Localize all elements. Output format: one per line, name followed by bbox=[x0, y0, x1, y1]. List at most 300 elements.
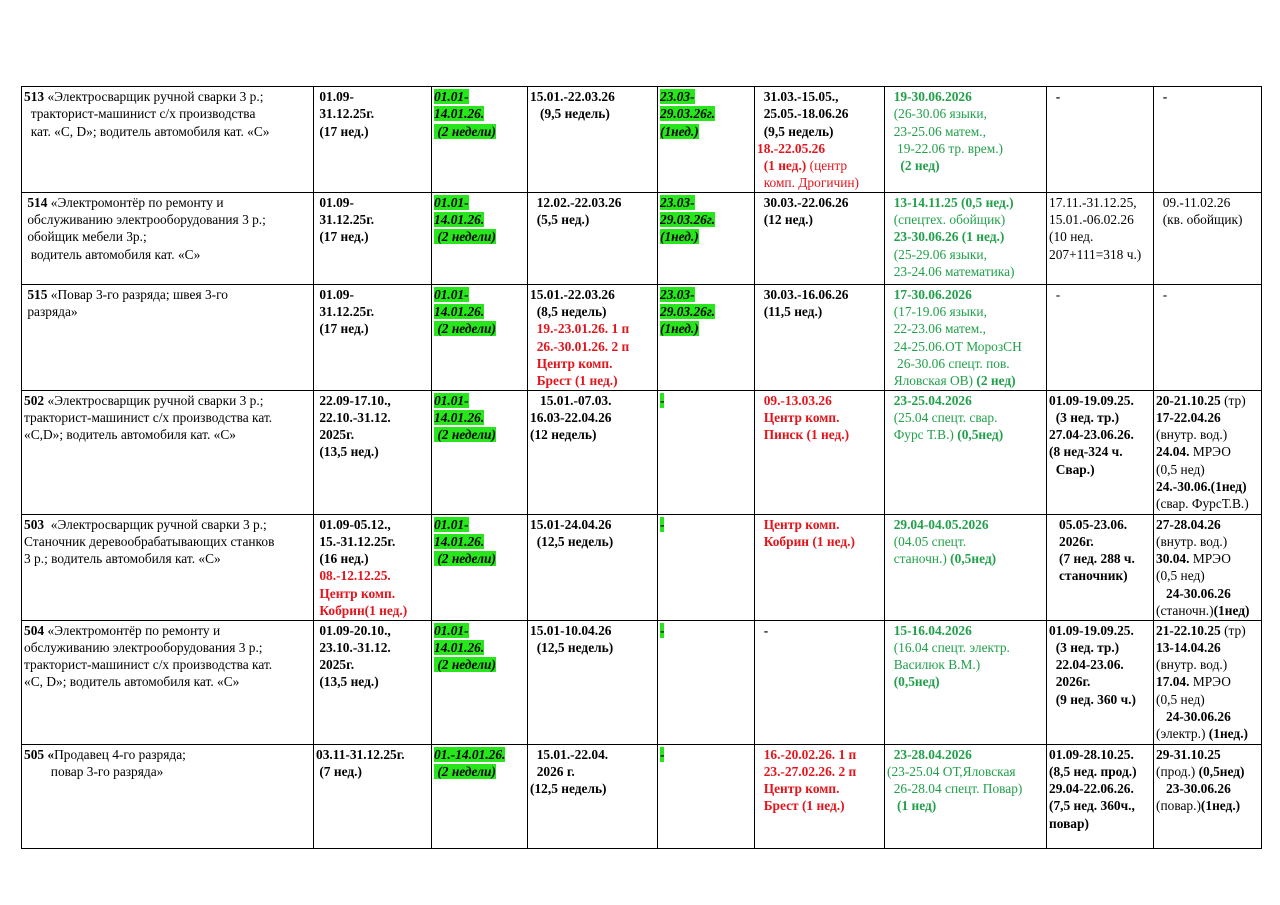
cell-text: «Электросварщик ручной сварки 3 р.; bbox=[44, 89, 264, 104]
cell-text: 23.-27.02.26. 2 п bbox=[757, 763, 857, 779]
cell-text: 29.03.26г. bbox=[660, 212, 715, 228]
cell-text: (станочн.) bbox=[1156, 603, 1214, 619]
cell-text: (1нед.) bbox=[660, 229, 699, 245]
cell-line bbox=[660, 211, 752, 228]
cell-text: 16.-20.02.26. 1 п bbox=[757, 746, 857, 762]
cell-line bbox=[316, 516, 429, 533]
cell-line bbox=[887, 639, 1044, 656]
cell-line bbox=[757, 797, 882, 814]
cell-line bbox=[757, 746, 882, 763]
cell-text: (12,5 недель) bbox=[530, 781, 607, 797]
cell-text: (2 недели) bbox=[434, 551, 496, 567]
cell-text: (16.04 спецт. электр. bbox=[887, 639, 1010, 655]
cell-text: 01.-14.01.26. bbox=[434, 746, 506, 762]
cell-line bbox=[530, 303, 655, 320]
cell-text: 03.11-31.12.25г. bbox=[316, 746, 405, 762]
cell-text: Центр комп. bbox=[530, 355, 613, 371]
cell-text: 16.03-22.04.26 bbox=[530, 409, 612, 425]
cell-text: (9,5 недель) bbox=[757, 123, 834, 139]
cell-text: - bbox=[1049, 286, 1061, 302]
cell-line bbox=[757, 105, 882, 122]
cell-line bbox=[1156, 780, 1259, 797]
cell-text: (электр.) bbox=[1156, 726, 1206, 742]
cell-text: (13,5 нед.) bbox=[316, 444, 379, 460]
cell-text: 15.-31.12.25г. bbox=[316, 533, 396, 549]
cell-text: 15.01.-06.02.26 bbox=[1049, 212, 1134, 228]
cell-text: (спецтех. обойщик) bbox=[887, 212, 1006, 228]
cell-text: (повар.) bbox=[1156, 798, 1201, 814]
cell-line bbox=[757, 194, 882, 211]
practice-cell bbox=[1047, 620, 1154, 744]
cell-text: Брест (1 нед.) bbox=[757, 798, 845, 814]
cell-line bbox=[316, 228, 429, 245]
cell-line bbox=[530, 392, 655, 409]
cell-line bbox=[1156, 426, 1259, 443]
cell-text: 27.04-23.06.26. bbox=[1049, 427, 1134, 443]
cell-line bbox=[887, 320, 1044, 337]
cell-text: 23-30.06.26 bbox=[1156, 781, 1231, 797]
cell-line bbox=[316, 443, 429, 460]
cell-text: (10 нед. bbox=[1049, 229, 1094, 245]
cell-text: (12 недель) bbox=[530, 427, 597, 443]
theory-3-cell bbox=[755, 514, 885, 620]
cell-text: (тр) bbox=[1220, 622, 1246, 638]
cell-text: Пинск (1 нед.) bbox=[757, 427, 850, 443]
cell-line bbox=[434, 286, 525, 303]
cell-line bbox=[757, 286, 882, 303]
cell-text: (0,5 нед) bbox=[1156, 691, 1205, 707]
theory-3-cell bbox=[755, 87, 885, 193]
cell-line bbox=[887, 140, 1044, 157]
cell-text: (внутр. вод.) bbox=[1156, 657, 1228, 673]
cell-line bbox=[1049, 409, 1151, 426]
theory-1-cell bbox=[314, 390, 432, 514]
cell-text: (2 недели) bbox=[434, 123, 496, 139]
cell-line bbox=[24, 303, 311, 320]
cell-text: 23.03- bbox=[660, 286, 695, 302]
cell-line bbox=[757, 392, 882, 409]
cell-line bbox=[434, 533, 525, 550]
holiday-cell bbox=[432, 744, 528, 848]
cell-text: «C, D»; водитель автомобиля кат. «С» bbox=[24, 674, 240, 690]
exam-cell bbox=[885, 620, 1047, 744]
cell-line bbox=[316, 123, 429, 140]
cell-line bbox=[1049, 550, 1151, 567]
cell-text: 26-28.04 спецт. Повар) bbox=[887, 781, 1023, 797]
cell-line bbox=[757, 211, 882, 228]
cell-line bbox=[530, 780, 655, 797]
cell-line bbox=[1049, 797, 1151, 814]
cell-line bbox=[1049, 516, 1151, 533]
qualification-cell bbox=[1154, 87, 1262, 193]
cell-line bbox=[1049, 533, 1151, 550]
cell-line bbox=[660, 392, 752, 409]
cell-text: 31.03.-15.05., bbox=[757, 89, 839, 104]
cell-line bbox=[1156, 708, 1259, 725]
cell-text: Фурс Т.В.) bbox=[887, 427, 954, 443]
cell-text: 22.10.-31.12. bbox=[316, 409, 391, 425]
cell-text: Продавец 4-го разряда; bbox=[54, 746, 186, 762]
cell-line bbox=[1156, 725, 1259, 742]
cell-line bbox=[316, 550, 429, 567]
cell-text: (8 нед-324 ч. bbox=[1049, 444, 1123, 460]
schedule-body bbox=[22, 87, 1262, 849]
cell-line bbox=[434, 123, 525, 140]
cell-text: 29.03.26г. bbox=[660, 304, 715, 320]
cell-text: 2025г. bbox=[316, 657, 355, 673]
cell-text: (2 недели) bbox=[434, 763, 496, 779]
cell-text: тракторист-машинист с/х производства bbox=[24, 106, 256, 122]
cell-line bbox=[1156, 211, 1259, 228]
cell-text: 23-25.06 матем., bbox=[887, 123, 986, 139]
cell-text: 31.12.25г. bbox=[316, 106, 375, 122]
cell-line bbox=[530, 194, 655, 211]
cell-line bbox=[757, 409, 882, 426]
cell-text: обойщик мебели 3р.; bbox=[24, 229, 147, 245]
cell-line bbox=[1049, 246, 1151, 263]
cell-line bbox=[316, 194, 429, 211]
practice-cell bbox=[1047, 514, 1154, 620]
cell-text: 01.01- bbox=[434, 516, 469, 532]
cell-text: 12.02.-22.03.26 bbox=[530, 194, 622, 210]
cell-text: - bbox=[660, 622, 665, 638]
group-name-cell bbox=[22, 284, 314, 390]
cell-line bbox=[757, 174, 882, 191]
cell-line bbox=[316, 320, 429, 337]
cell-line bbox=[887, 516, 1044, 533]
exam-cell bbox=[885, 284, 1047, 390]
cell-line bbox=[1049, 691, 1151, 708]
cell-line bbox=[757, 426, 882, 443]
theory-1-cell bbox=[314, 620, 432, 744]
cell-text: 17.04. bbox=[1156, 674, 1190, 690]
cell-text: 19.-23.01.26. 1 п bbox=[530, 321, 630, 337]
cell-text: 2026 г. bbox=[530, 763, 575, 779]
table-row bbox=[22, 87, 1262, 193]
theory-2-cell bbox=[528, 284, 658, 390]
table-row bbox=[22, 744, 1262, 848]
cell-line bbox=[1049, 443, 1151, 460]
cell-line bbox=[887, 746, 1044, 763]
cell-text: 15.01.-22.04. bbox=[530, 746, 609, 762]
cell-line bbox=[24, 194, 311, 211]
cell-text: 01.09-19.09.25. bbox=[1049, 392, 1134, 408]
cell-line bbox=[434, 409, 525, 426]
cell-text: 05.05-23.06. bbox=[1049, 516, 1128, 532]
cell-line bbox=[24, 123, 311, 140]
cell-text: 13-14.04.26 bbox=[1156, 639, 1221, 655]
cell-text: 21-22.10.25 bbox=[1156, 622, 1221, 638]
cell-line bbox=[757, 533, 882, 550]
break-cell bbox=[658, 87, 755, 193]
cell-text: 23-28.04.2026 bbox=[887, 746, 972, 762]
exam-cell bbox=[885, 192, 1047, 284]
cell-line bbox=[887, 194, 1044, 211]
break-cell bbox=[658, 192, 755, 284]
theory-3-cell bbox=[755, 390, 885, 514]
cell-text: (7 нед. 288 ч. bbox=[1049, 551, 1135, 567]
cell-text: (23-25.04 ОТ,Яловская bbox=[887, 763, 1016, 779]
cell-text: 14.01.26. bbox=[434, 106, 485, 122]
cell-line bbox=[24, 392, 311, 409]
cell-text: Центр комп. bbox=[757, 516, 840, 532]
cell-text: 17-22.04.26 bbox=[1156, 409, 1221, 425]
cell-line bbox=[24, 516, 311, 533]
cell-text: (11,5 нед.) bbox=[757, 304, 823, 320]
cell-text: 23-25.04.2026 bbox=[887, 392, 972, 408]
cell-text: кат. «С, D»; водитель автомобиля кат. «С» bbox=[24, 123, 270, 139]
cell-line bbox=[530, 622, 655, 639]
cell-text: (17 нед.) bbox=[316, 123, 369, 139]
cell-text: «Электромонтёр по ремонту и bbox=[44, 622, 221, 638]
theory-3-cell bbox=[755, 284, 885, 390]
cell-text: МРЭО bbox=[1189, 551, 1231, 567]
cell-line bbox=[316, 533, 429, 550]
cell-line bbox=[530, 639, 655, 656]
cell-text: 504 bbox=[24, 622, 45, 638]
cell-line bbox=[316, 303, 429, 320]
cell-text: (17-19.06 языки, bbox=[887, 304, 987, 320]
cell-text: обслуживанию электрооборудования 3 р.; bbox=[24, 639, 263, 655]
group-name-cell bbox=[22, 192, 314, 284]
cell-text: (2 нед) bbox=[973, 373, 1016, 389]
exam-cell bbox=[885, 390, 1047, 514]
cell-text: (0,5 нед) bbox=[1156, 568, 1205, 584]
break-cell bbox=[658, 620, 755, 744]
cell-line bbox=[24, 409, 311, 426]
cell-line bbox=[1049, 746, 1151, 763]
cell-line bbox=[434, 88, 525, 105]
table-row bbox=[22, 514, 1262, 620]
cell-line bbox=[660, 228, 752, 245]
group-name-cell bbox=[22, 744, 314, 848]
cell-text: 01.09-19.09.25. bbox=[1049, 622, 1134, 638]
cell-text: (2 недели) bbox=[434, 657, 496, 673]
cell-text: 01.01- bbox=[434, 392, 469, 408]
cell-text: 13-14.11.25 (0,5 нед.) bbox=[887, 194, 1014, 210]
exam-cell bbox=[885, 744, 1047, 848]
cell-line bbox=[530, 763, 655, 780]
cell-line bbox=[530, 372, 655, 389]
group-name-cell bbox=[22, 87, 314, 193]
cell-line bbox=[434, 550, 525, 567]
cell-text: «Электросварщик ручной сварки 3 р.; bbox=[44, 392, 264, 408]
cell-text: Василюк В.М.) bbox=[887, 657, 981, 673]
cell-line bbox=[1156, 763, 1259, 780]
cell-line bbox=[887, 797, 1044, 814]
cell-text: (16 нед.) bbox=[316, 551, 369, 567]
cell-text: 24-30.06.26 bbox=[1156, 709, 1231, 725]
cell-text: 515 bbox=[24, 286, 48, 302]
cell-text: комп. Дрогичин) bbox=[757, 175, 860, 191]
cell-text: (1 нед.) bbox=[757, 158, 807, 174]
cell-line bbox=[887, 673, 1044, 690]
cell-line bbox=[1049, 815, 1151, 832]
break-cell bbox=[658, 390, 755, 514]
cell-line bbox=[434, 746, 525, 763]
cell-text: (26-30.06 языки, bbox=[887, 106, 987, 122]
cell-line bbox=[1049, 622, 1151, 639]
cell-line bbox=[887, 157, 1044, 174]
cell-line bbox=[660, 286, 752, 303]
cell-line bbox=[1156, 409, 1259, 426]
cell-line bbox=[887, 622, 1044, 639]
cell-line bbox=[316, 392, 429, 409]
cell-text: (17 нед.) bbox=[316, 321, 369, 337]
cell-line bbox=[316, 88, 429, 105]
cell-text: (8,5 недель) bbox=[530, 304, 607, 320]
cell-line bbox=[1156, 585, 1259, 602]
cell-line bbox=[530, 88, 655, 105]
cell-line bbox=[24, 639, 311, 656]
cell-line bbox=[887, 88, 1044, 105]
table-row bbox=[22, 192, 1262, 284]
theory-2-cell bbox=[528, 192, 658, 284]
schedule-table bbox=[21, 86, 1262, 849]
cell-text: «Электромонтёр по ремонту и bbox=[47, 194, 224, 210]
cell-text: 514 bbox=[24, 194, 48, 210]
cell-text: 30.03.-16.06.26 bbox=[757, 286, 849, 302]
cell-text: (2 недели) bbox=[434, 427, 496, 443]
cell-line bbox=[1156, 516, 1259, 533]
cell-text: - bbox=[660, 392, 665, 408]
cell-text: (17 нед.) bbox=[316, 229, 369, 245]
cell-line bbox=[660, 516, 752, 533]
cell-line bbox=[1156, 194, 1259, 211]
cell-line bbox=[660, 88, 752, 105]
cell-line bbox=[757, 140, 882, 157]
break-cell bbox=[658, 284, 755, 390]
cell-line bbox=[316, 763, 429, 780]
cell-text: (8,5 нед. прод.) bbox=[1049, 763, 1137, 779]
cell-line bbox=[1156, 746, 1259, 763]
cell-line bbox=[1156, 691, 1259, 708]
cell-text: Свар.) bbox=[1049, 461, 1095, 477]
cell-text: - bbox=[660, 516, 665, 532]
cell-line bbox=[1156, 533, 1259, 550]
cell-line bbox=[24, 246, 311, 263]
cell-text: - bbox=[1156, 286, 1168, 302]
theory-1-cell bbox=[314, 744, 432, 848]
cell-text: Станочник деревообрабатывающих станков bbox=[24, 533, 275, 549]
cell-line bbox=[887, 426, 1044, 443]
cell-line bbox=[887, 123, 1044, 140]
cell-text: 22.09-17.10., bbox=[316, 392, 391, 408]
cell-text: 31.12.25г. bbox=[316, 212, 375, 228]
cell-text: (2 недели) bbox=[434, 229, 496, 245]
exam-cell bbox=[885, 87, 1047, 193]
cell-text: (тр) bbox=[1220, 392, 1246, 408]
table-row bbox=[22, 620, 1262, 744]
holiday-cell bbox=[432, 514, 528, 620]
cell-text: 15.01.-07.03. bbox=[530, 392, 612, 408]
cell-line bbox=[1156, 495, 1259, 512]
theory-2-cell bbox=[528, 514, 658, 620]
cell-text: (12 нед.) bbox=[757, 212, 813, 228]
cell-text: 24.-30.06.(1нед) bbox=[1156, 479, 1247, 495]
cell-text: (1нед.) bbox=[660, 123, 699, 139]
cell-text: 31.12.25г. bbox=[316, 304, 375, 320]
holiday-cell bbox=[432, 192, 528, 284]
cell-line bbox=[24, 426, 311, 443]
cell-text: (12,5 недель) bbox=[530, 639, 614, 655]
cell-text: тракторист-машинист с/х производства кат. bbox=[24, 409, 273, 425]
qualification-cell bbox=[1154, 390, 1262, 514]
cell-text: (25-29.06 языки, bbox=[887, 246, 987, 262]
cell-line bbox=[1156, 602, 1259, 619]
cell-line bbox=[434, 194, 525, 211]
cell-text: 01.09-05.12., bbox=[316, 516, 391, 532]
cell-line bbox=[434, 639, 525, 656]
cell-text: (1 нед) bbox=[887, 798, 937, 814]
cell-line bbox=[887, 303, 1044, 320]
cell-line bbox=[1156, 461, 1259, 478]
cell-text: (1нед) bbox=[1213, 603, 1250, 619]
cell-text: 29-31.10.25 bbox=[1156, 746, 1221, 762]
cell-line bbox=[887, 550, 1044, 567]
cell-line bbox=[316, 286, 429, 303]
cell-text: 01.09-28.10.25. bbox=[1049, 746, 1134, 762]
cell-line bbox=[24, 746, 311, 763]
cell-line bbox=[1049, 763, 1151, 780]
cell-line bbox=[316, 585, 429, 602]
cell-text: 17-30.06.2026 bbox=[887, 286, 972, 302]
cell-text: 15.01-10.04.26 bbox=[530, 622, 612, 638]
cell-text: станочник) bbox=[1049, 568, 1128, 584]
cell-text: 2026г. bbox=[1049, 674, 1091, 690]
cell-text: 2026г. bbox=[1049, 533, 1094, 549]
cell-line bbox=[316, 673, 429, 690]
cell-line bbox=[434, 763, 525, 780]
cell-text: (прод.) bbox=[1156, 763, 1196, 779]
cell-line bbox=[434, 105, 525, 122]
cell-line bbox=[887, 286, 1044, 303]
cell-text: 24-25.06.ОТ МорозСН bbox=[887, 338, 1022, 354]
cell-line bbox=[1156, 478, 1259, 495]
cell-text: 29.03.26г. bbox=[660, 106, 715, 122]
cell-text: обслуживанию электрооборудования 3 р.; bbox=[24, 212, 266, 228]
cell-line bbox=[887, 780, 1044, 797]
cell-text: - bbox=[1156, 89, 1168, 104]
cell-text: 14.01.26. bbox=[434, 409, 485, 425]
cell-line bbox=[530, 320, 655, 337]
cell-text: 26-30.06 спецт. пов. bbox=[887, 355, 1010, 371]
cell-line bbox=[1049, 194, 1151, 211]
cell-line bbox=[887, 656, 1044, 673]
cell-text: (0,5нед) bbox=[946, 551, 997, 567]
theory-2-cell bbox=[528, 620, 658, 744]
cell-text: 503 bbox=[24, 516, 45, 532]
cell-line bbox=[434, 656, 525, 673]
cell-line bbox=[887, 392, 1044, 409]
cell-line bbox=[434, 516, 525, 533]
cell-line bbox=[530, 105, 655, 122]
holiday-cell bbox=[432, 390, 528, 514]
cell-line bbox=[24, 673, 311, 690]
cell-line bbox=[530, 426, 655, 443]
theory-3-cell bbox=[755, 620, 885, 744]
cell-line bbox=[24, 286, 311, 303]
cell-text: повар 3-го разряда» bbox=[24, 763, 164, 779]
cell-text: - bbox=[1049, 89, 1061, 104]
cell-line bbox=[530, 338, 655, 355]
cell-line bbox=[24, 656, 311, 673]
cell-line bbox=[887, 533, 1044, 550]
holiday-cell bbox=[432, 620, 528, 744]
cell-text: (5,5 нед.) bbox=[530, 212, 590, 228]
cell-text: тракторист-машинист с/х производства кат. bbox=[24, 657, 273, 673]
cell-text: (0,5нед) bbox=[1195, 763, 1245, 779]
